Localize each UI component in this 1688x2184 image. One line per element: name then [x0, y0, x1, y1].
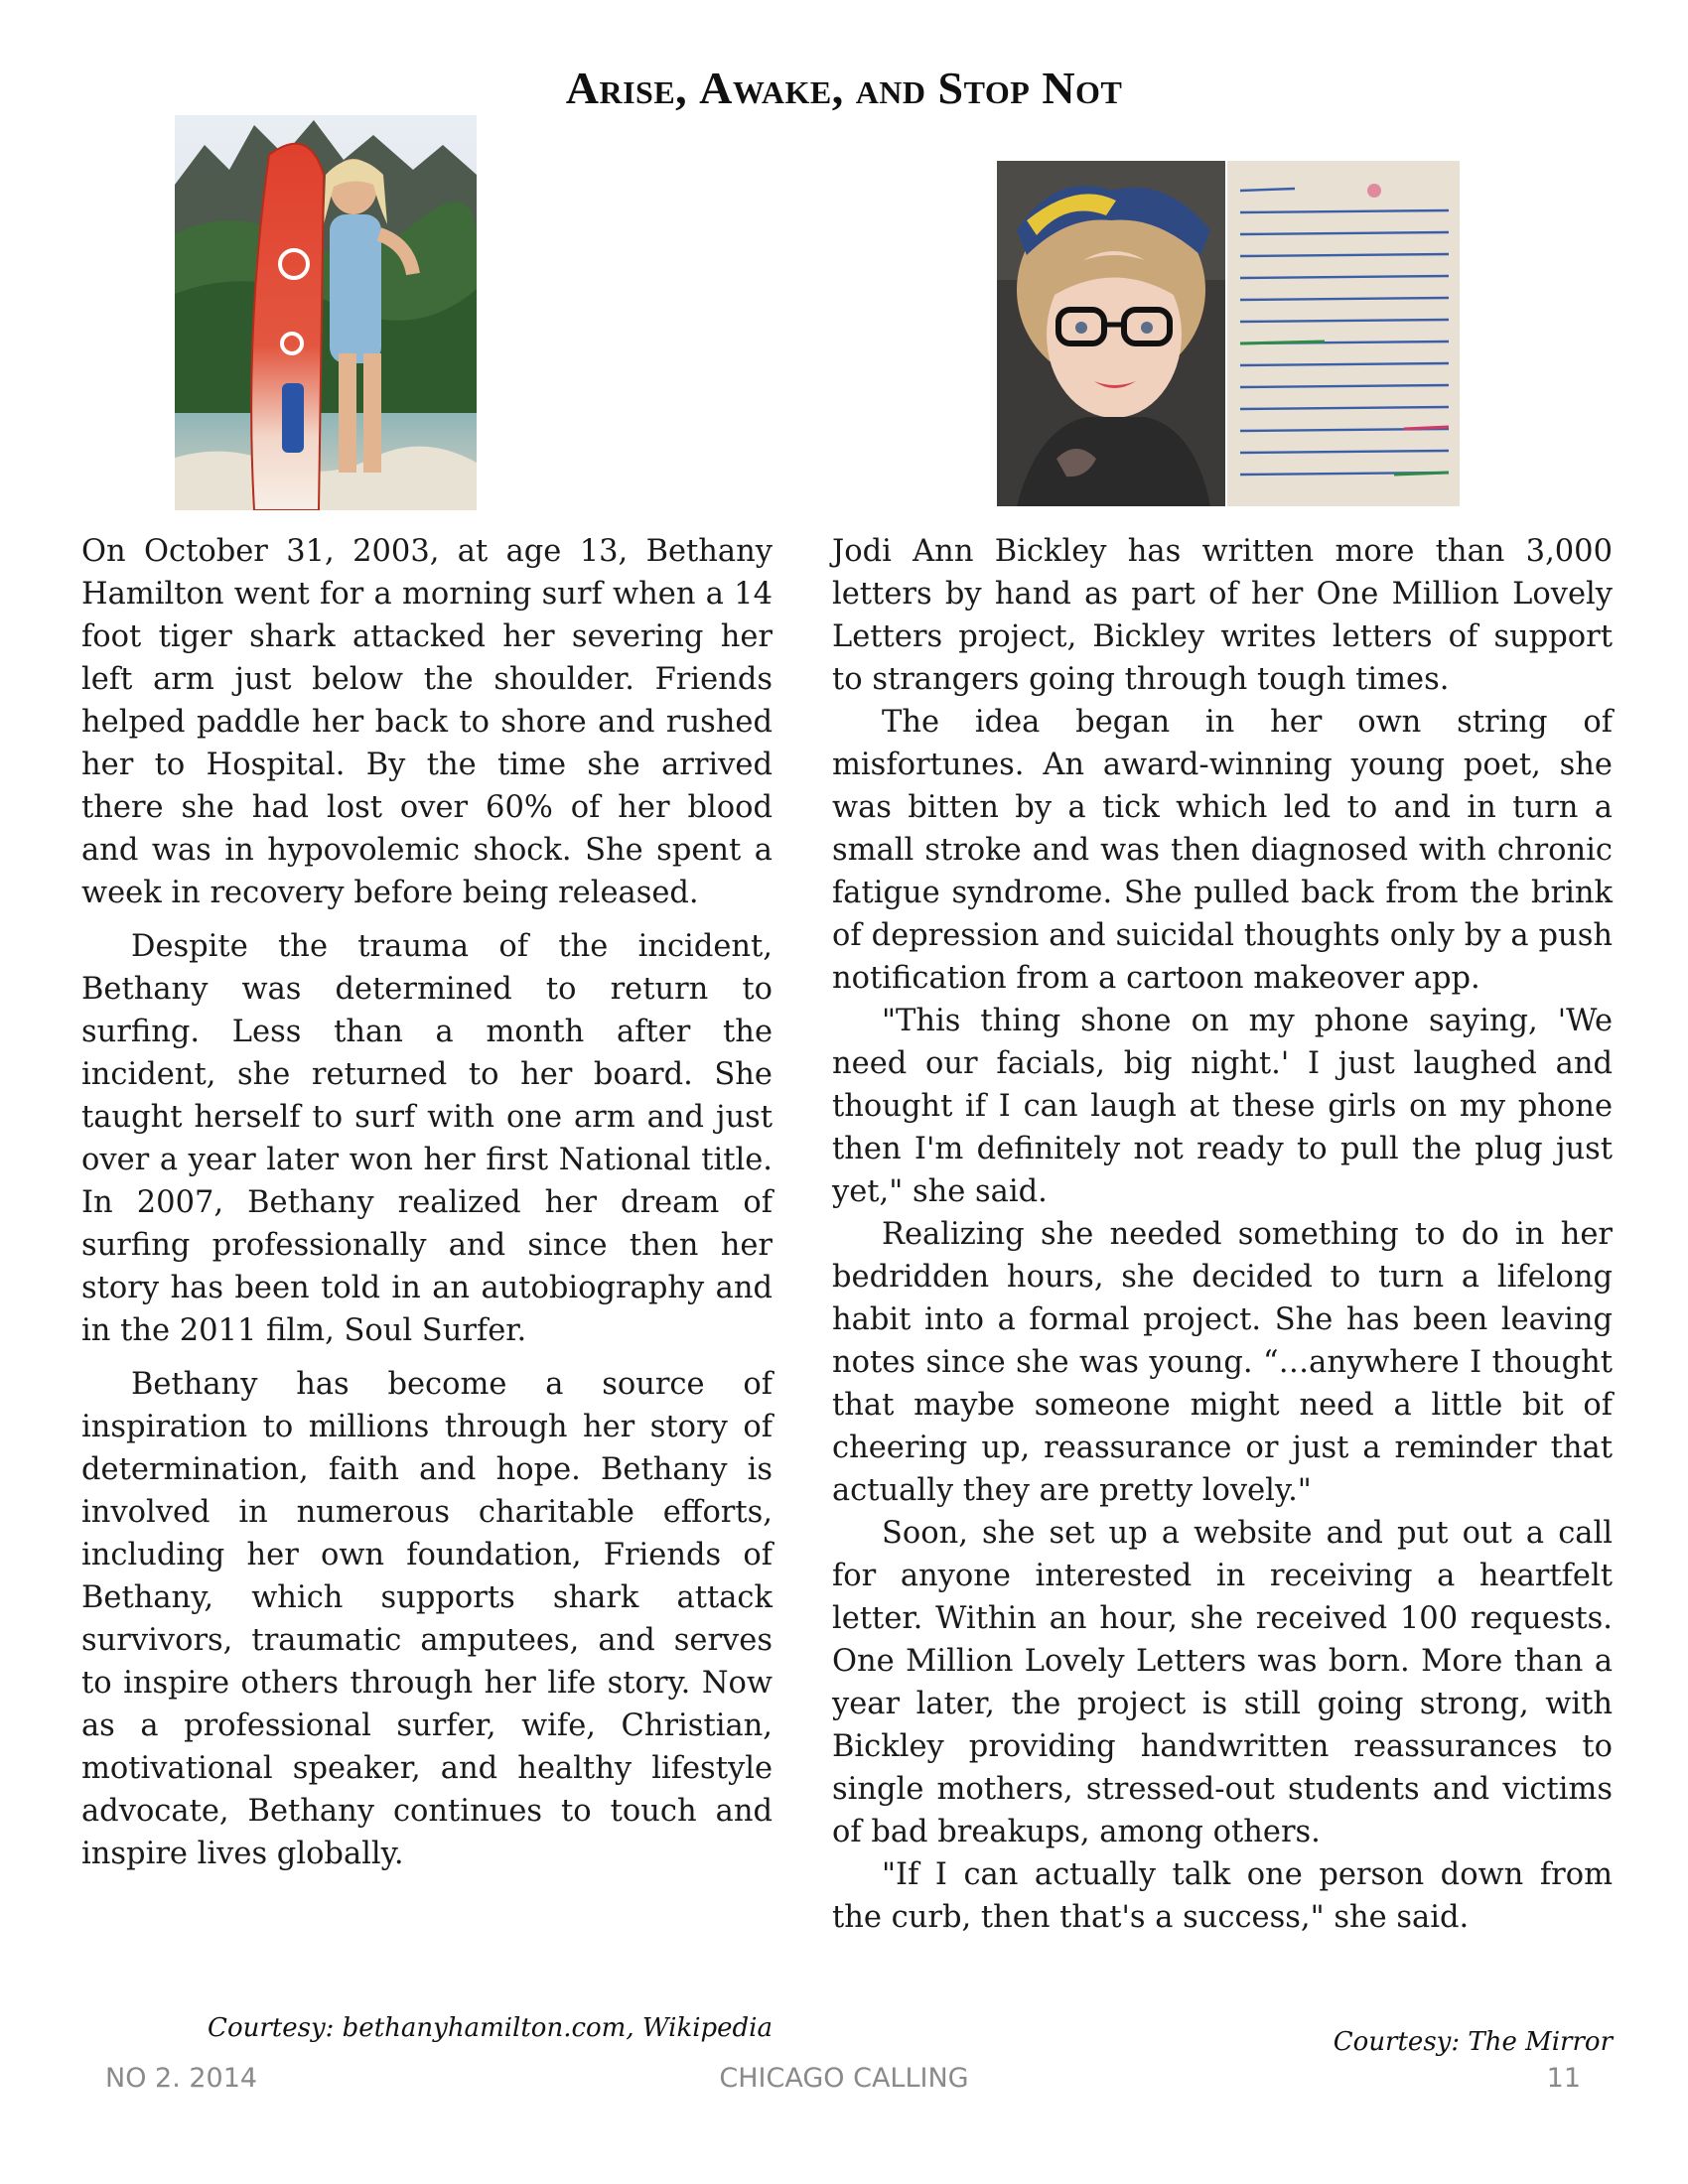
- title-rest-1: rise,: [599, 63, 700, 113]
- article-column-right: [832, 530, 1613, 1939]
- right-paragraph-5: Soon, she set up a website and put out a call for anyone interested in receiving a heartfelt letter. Within an hour, she received 100 requests. One Million Lovely Letters was born. More than a year later, the project is still going strong, with Bickley providing handwritten reassurances to single mothers, stressed-out students and victims of bad breakups, among others.: [832, 1516, 1613, 1849]
- title-rest-3: top: [963, 63, 1043, 113]
- title-rest-2: wake, and: [732, 63, 938, 113]
- bickley-photo: [997, 161, 1460, 506]
- article-column-left: [81, 530, 773, 1875]
- left-paragraph-3: Bethany has become a source of inspiration to millions through her story of determination, faith and hope. Bethany is involved in numerous charitable efforts, including her own foundation, Friends of Bethany, which supports shark attack survivors, traumatic amputees, and serves to inspire others through her life story. Now as a professional surfer, wife, Christian, motivational speaker, and healthy lifestyle advocate, Bethany continues to touch and inspire lives globally.: [81, 1367, 773, 1871]
- right-credit: Courtesy: The Mirror: [1333, 2027, 1613, 2057]
- right-paragraph-3: "This thing shone on my phone saying, 'We need our facials, big night.' I just laughed and thought if I can laugh at these girls on my phone then I'm definitely not ready to pull the plug just yet," she said.: [832, 1004, 1613, 1209]
- surfer-photo: [175, 115, 477, 510]
- footer-issue: NO 2. 2014: [105, 2063, 258, 2094]
- article-title: [0, 62, 1688, 114]
- surfer-photo-image: [175, 115, 477, 510]
- left-paragraph-1: On October 31, 2003, at age 13, Bethany Hamilton went for a morning surf when a 14 foot tiger shark attacked her severing her left arm just below the shoulder. Friends helped paddle her back to shore and rushed her to Hospital. By the time she arrived there she had lost over 60% of her blood and was in hypovolemic shock. She spent a week in recovery before being released.: [81, 534, 773, 910]
- title-letter-2: A: [699, 63, 733, 113]
- right-paragraph-6: "If I can actually talk one person down from the curb, then that's a success," she said.: [832, 1857, 1613, 1935]
- footer-publication: CHICAGO CALLING: [719, 2063, 969, 2094]
- right-paragraph-4: Realizing she needed something to do in her bedridden hours, she decided to turn a lifelong habit into a formal project. She has been leaving notes since she was young. “…anywhere I thought that maybe someone might need a little bit of cheering up, reassurance or just a reminder that actually they are pretty lovely.": [832, 1217, 1613, 1508]
- bickley-photo-image: [997, 161, 1460, 506]
- right-paragraph-2: The idea began in her own string of misfortunes. An award-winning young poet, she was bitten by a tick which led to and in turn a small stroke and was then diagnosed with chronic fatigue syndrome. She pulled back from the brink of depression and suicidal thoughts only by a push notification from a cartoon makeover app.: [832, 705, 1613, 996]
- left-credit: Courtesy: bethanyhamilton.com, Wikipedia: [208, 2013, 773, 2043]
- right-paragraph-1: Jodi Ann Bickley has written more than 3,000 letters by hand as part of her One Million Lovely Letters project, Bickley writes letters of support to strangers going through tough times.: [832, 534, 1613, 697]
- title-letter-3: S: [937, 63, 964, 113]
- left-paragraph-2: Despite the trauma of the incident, Bethany was determined to return to surfing. Less than a month after the incident, she returned to her board. She taught herself to surf with one arm and just over a year later won her first National title. In 2007, Bethany realized her dream of surfing professionally and since then her story has been told in an autobiography and in the 2011 film, Soul Surfer.: [81, 929, 773, 1348]
- title-letter-4: N: [1042, 63, 1076, 113]
- footer-page-number: 11: [1546, 2063, 1581, 2094]
- title-rest-4: ot: [1075, 63, 1123, 113]
- title-letter-1: A: [565, 63, 600, 113]
